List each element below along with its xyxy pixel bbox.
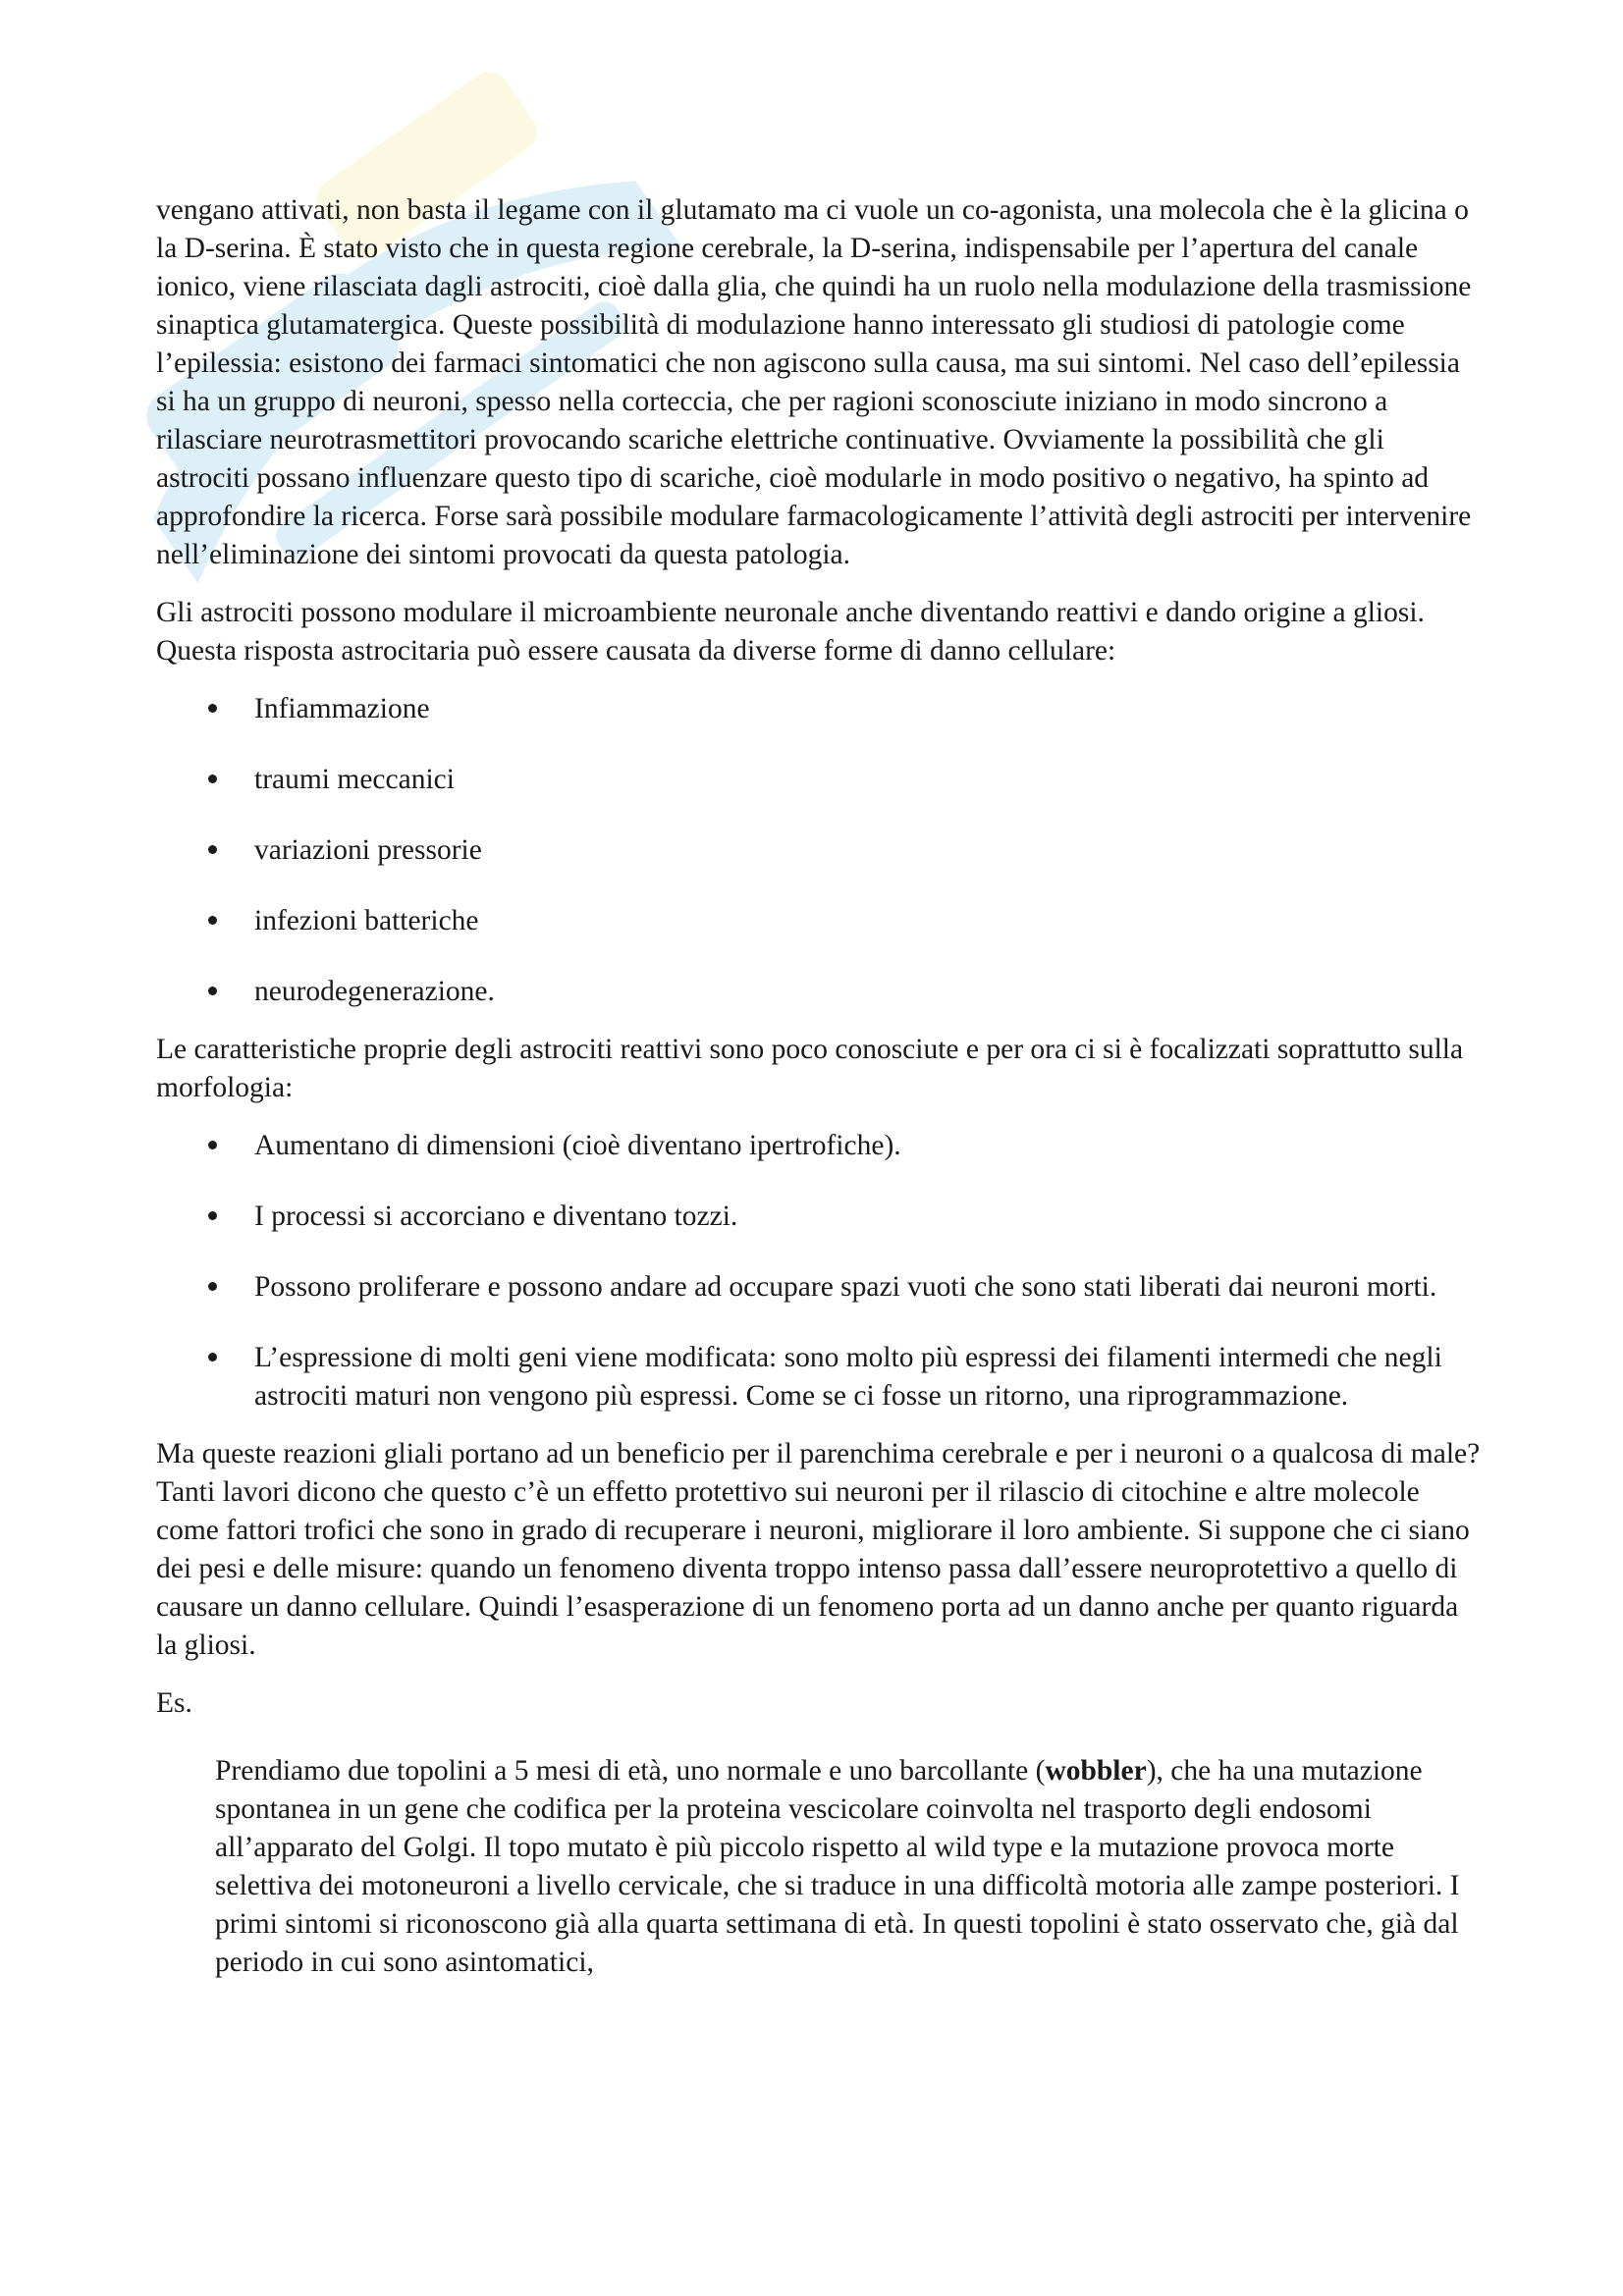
list-item: neurodegenerazione. xyxy=(156,973,1482,1011)
list-item: variazioni pressorie xyxy=(156,831,1482,870)
paragraph-reactive-features-intro: Le caratteristiche proprie degli astrociti reattivi sono poco conosciute e per ora ci si è focalizzati soprattutto sulla morfologia: xyxy=(156,1034,1464,1103)
list-item: infezioni batteriche xyxy=(156,902,1482,940)
wobbler-term: wobbler xyxy=(1045,1755,1147,1787)
list-item: Infiammazione xyxy=(156,690,1482,728)
example-paragraph: Prendiamo due topolini a 5 mesi di età, uno normale e uno barcollante (wobbler), che ha una mutazione spontanea in un gene che codifica per la proteina vescicolare coinvolta nel trasporto degli endosomi all’apparato del Golgi. Il topo mutato è più piccolo rispetto al wild type e la mutazione provoca morte selettiva dei motoneuroni a livello cervicale, che si traduce in una difficoltà motoria alle zampe posteriori. I primi sintomi si riconoscono già alla quarta settimana di età. In questi topolini è stato osservato che, già dal periodo in cui sono asintomatici, xyxy=(215,1755,1460,1978)
bullet-icon xyxy=(208,774,217,783)
paragraph-glutamate-modulation: vengano attivati, non basta il legame con il glutamato ma ci vuole un co-agonista, una molecola che è la glicina o la D-serina. È stato visto che in questa regione cerebrale, la D-serina, indispensabile per l’apertura del canale ionico, viene rilasciata dagli astrociti, cioè dalla glia, che quindi ha un ruolo nella modulazione della trasmissione sinaptica glutamatergica. Queste possibilità di modulazione hanno interessato gli studiosi di patologie come l’epilessia: esistono dei farmaci sintomatici che non agiscono sulla causa, ma sui sintomi. Nel caso dell’epilessia si ha un gruppo di neuroni, spesso nella corteccia, che per ragioni sconosciute iniziano in modo sincrono a rilasciare neurotrasmettitori provocando scariche elettriche continuative. Ovviamente la possibilità che gli astrociti possano influenzare questo tipo di scariche, cioè modularle in modo positivo o negativo, ha spinto ad approfondire la ricerca. Forse sarà possibile modulare farmacologicamente l’attività degli astrociti per intervenire nell’eliminazione dei sintomi provocati da questa patologia. xyxy=(156,194,1472,570)
bullet-icon xyxy=(208,1141,217,1149)
bullet-icon xyxy=(208,845,217,854)
damage-forms-list xyxy=(156,690,1482,1011)
list-item: L’espressione di molti geni viene modificata: sono molto più espressi dei filamenti intermedi che negli astrociti maturi non vengono più espressi. Come se ci fosse un ritorno, una riprogrammazione. xyxy=(156,1339,1482,1415)
list-item: I processi si accorciano e diventano tozzi. xyxy=(156,1198,1482,1236)
list-item: Possono proliferare e possono andare ad occupare spazi vuoti che sono stati liberati dai neuroni morti. xyxy=(156,1268,1482,1307)
bullet-icon xyxy=(208,1211,217,1220)
reactive-features-list xyxy=(156,1127,1482,1415)
bullet-icon xyxy=(208,916,217,925)
example-label: Es. xyxy=(156,1687,192,1719)
paragraph-glial-reactions: Ma queste reazioni gliali portano ad un beneficio per il parenchima cerebrale e per i neuroni o a qualcosa di male? Tanti lavori dicono che questo c’è un effetto protettivo sui neuroni per il rilascio di citochine e altre molecole come fattori trofici che sono in grado di recuperare i neuroni, migliorare il loro ambiente. Si suppone che ci siano dei pesi e delle misure: quando un fenomeno diventa troppo intenso passa dall’essere neuroprotettivo a quello di causare un danno cellulare. Quindi l’esasperazione di un fenomeno porta ad un danno anche per quanto riguarda la gliosi. xyxy=(156,1438,1481,1661)
bullet-icon xyxy=(208,1353,217,1362)
list-item: traumi meccanici xyxy=(156,761,1482,799)
bullet-icon xyxy=(208,704,217,713)
bullet-icon xyxy=(208,987,217,995)
list-item: Aumentano di dimensioni (cioè diventano ipertrofiche). xyxy=(156,1127,1482,1165)
bullet-icon xyxy=(208,1282,217,1291)
paragraph-gliosis-intro: Gli astrociti possono modulare il microambiente neuronale anche diventando reattivi e dando origine a gliosi. Questa risposta astrocitaria può essere causata da diverse forme di danno cellulare: xyxy=(156,597,1425,667)
document-page xyxy=(156,191,1482,1982)
